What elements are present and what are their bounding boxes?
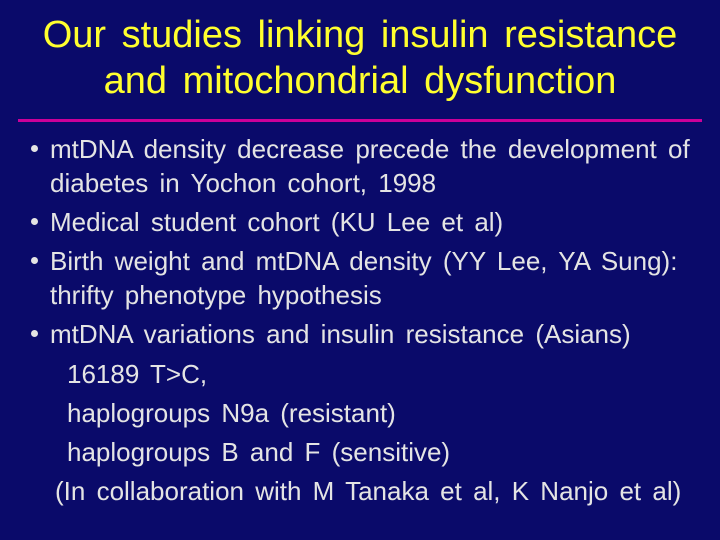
- footnote: (In collaboration with M Tanaka et al, K Nanjo et al): [55, 476, 682, 506]
- slide-title-line2: and mitochondrial dysfunction: [103, 60, 617, 102]
- bullet-item: [50, 317, 696, 351]
- bullet-item: [50, 244, 700, 312]
- bullet-dot-icon: [31, 330, 38, 337]
- bullet-text: mtDNA density decrease precede the development of diabetes in Yochon cohort, 1998: [50, 134, 701, 198]
- slide-title: [0, 0, 720, 104]
- bullet-text: Birth weight and mtDNA density (YY Lee, YA Sung): thrifty phenotype hypothesis: [50, 246, 700, 310]
- bullet-text: mtDNA variations and insulin resistance (Asians): [50, 319, 631, 349]
- title-divider: [18, 119, 702, 122]
- sub-item: 16189 T>C,: [67, 359, 208, 389]
- bullet-item: [50, 132, 701, 200]
- bullet-item: [50, 205, 696, 239]
- slide-title-line1: Our studies linking insulin resistance: [42, 14, 678, 56]
- bullet-dot-icon: [31, 257, 38, 264]
- bullet-text: Medical student cohort (KU Lee et al): [50, 207, 504, 237]
- sub-item: haplogroups N9a (resistant): [67, 398, 396, 428]
- sub-item: haplogroups B and F (sensitive): [67, 437, 451, 467]
- slide-body: [0, 132, 720, 508]
- bullet-dot-icon: [31, 218, 38, 225]
- bullet-dot-icon: [31, 145, 38, 152]
